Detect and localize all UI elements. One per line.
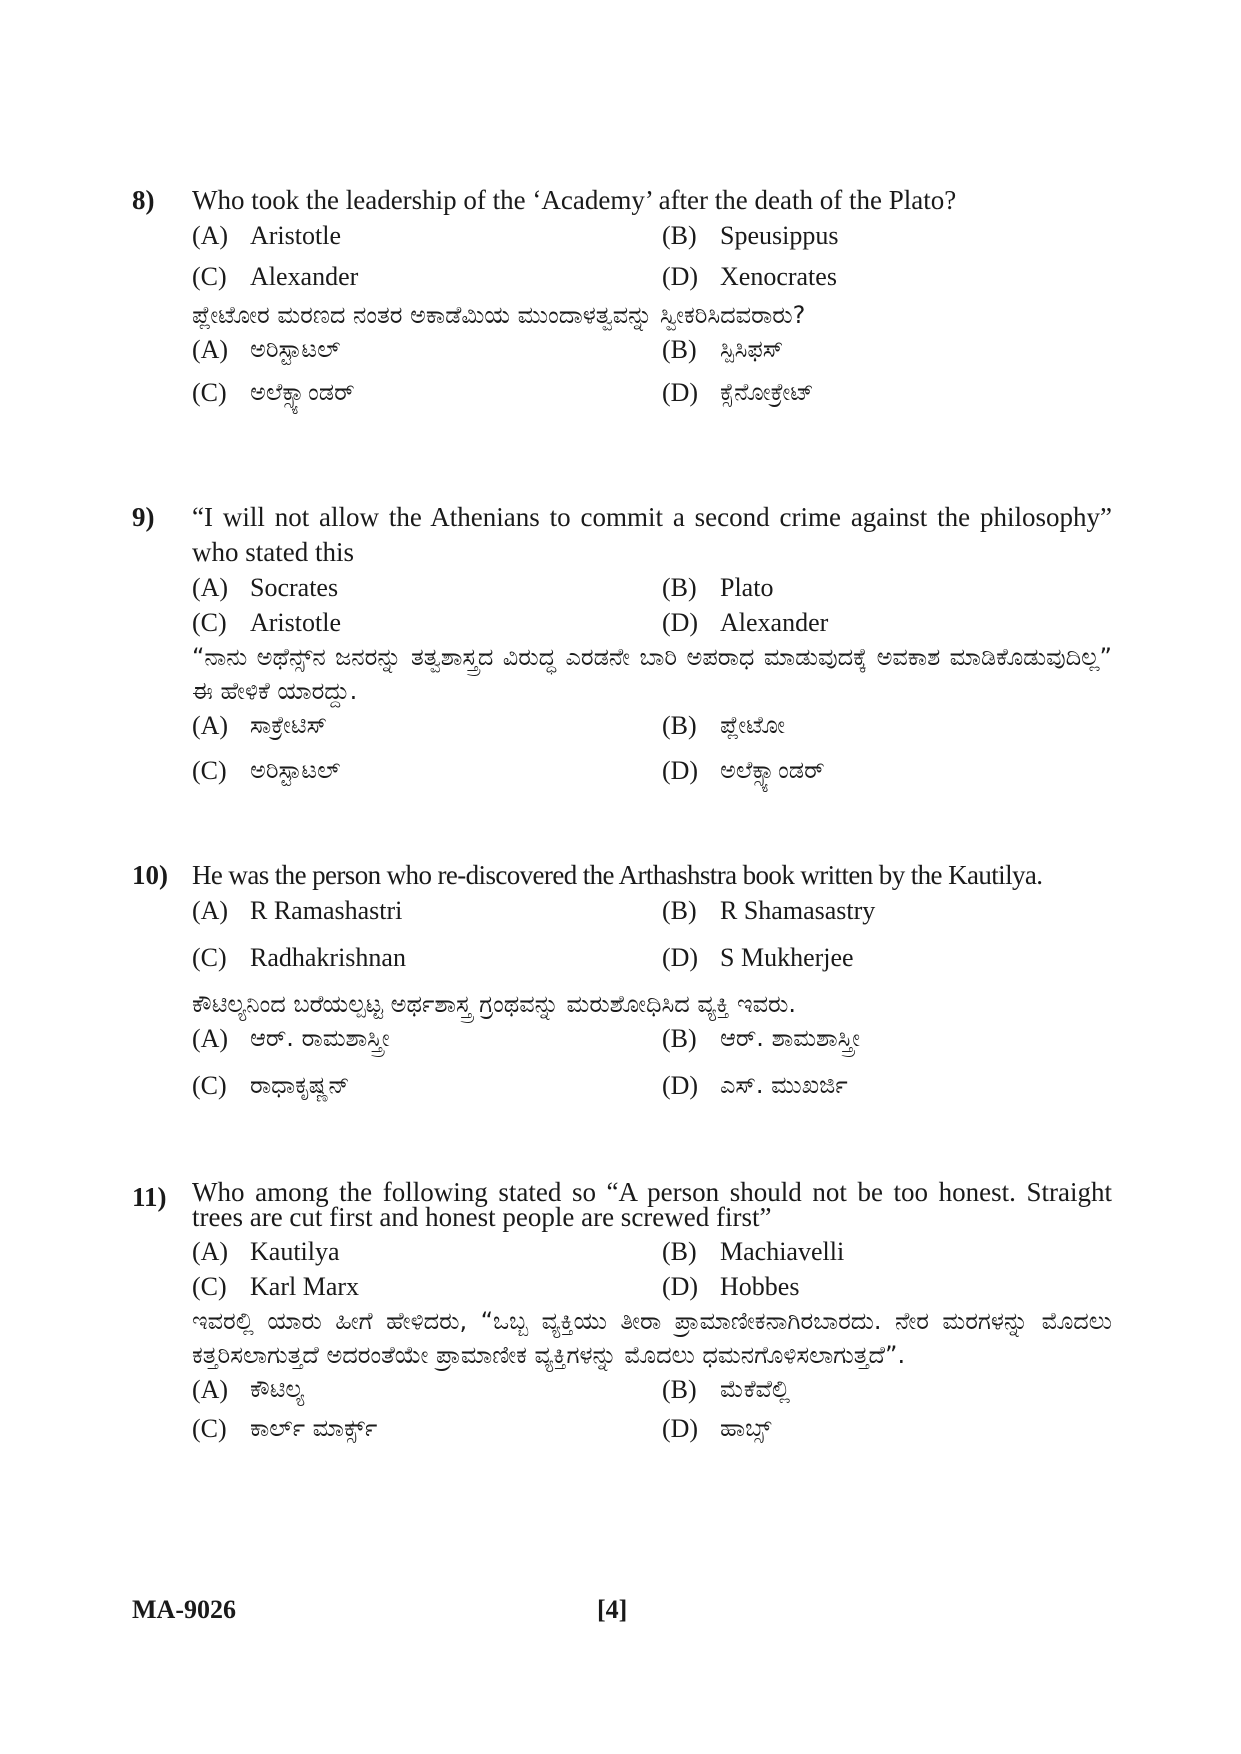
option-d	[662, 375, 1112, 410]
option-text: ಸ್ಪಿಸಿಫಸ್	[720, 335, 784, 363]
options-kn	[192, 708, 1112, 788]
options-kn	[192, 1372, 1112, 1446]
option-label: (D)	[662, 262, 699, 291]
question-text-en: Who took the leadership of the ‘Academy’ after the death of the Plato?	[192, 185, 957, 215]
options-en	[192, 218, 1112, 294]
option-text: Machiavelli	[720, 1237, 845, 1266]
option-label: (A)	[192, 1024, 229, 1053]
option-text: Aristotle	[250, 608, 341, 637]
option-text: ಅಲೆಕ್ಸ್ಯಾಂಡರ್	[720, 756, 825, 784]
question-text-kn: “ನಾನು ಅಥೆನ್ಸ್‌ನ ಜನರನ್ನು ತತ್ವಶಾಸ್ತ್ರದ ವಿರುದ್ಧ ಎರಡನೇ ಬಾರಿ ಅಪರಾಧ ಮಾಡುವುದಕ್ಕೆ ಅವಕಾಶ ಮಾಡಿಕೊಡುವುದಿಲ್ಲ” ಈ ಹೇಳಿಕೆ ಯಾರದ್ದು.	[192, 643, 1112, 705]
option-d	[662, 1068, 1112, 1103]
option-label: (D)	[662, 608, 699, 637]
options-en	[192, 570, 1112, 640]
option-d	[662, 1411, 1112, 1446]
option-label: (C)	[192, 1414, 227, 1443]
option-text: ಎಸ್. ಮುಖರ್ಜಿ	[720, 1071, 848, 1099]
option-text: R Shamasastry	[720, 896, 876, 925]
option-a	[192, 218, 662, 253]
question-text-kn: ಕೌಟಿಲ್ಯನಿಂದ ಬರೆಯಲ್ಪಟ್ಟ ಅರ್ಥಶಾಸ್ತ್ರ ಗ್ರಂಥವನ್ನು ಮರುಶೋಧಿಸಿದ ವ್ಯಕ್ತಿ ಇವರು.	[192, 990, 796, 1018]
option-b	[662, 893, 1112, 928]
question-text-en: Who among the following stated so “A person should not be too honest. Straight trees are cut first and honest people are screwed first”	[192, 1177, 1112, 1232]
option-label: (C)	[192, 756, 227, 785]
option-text: ಸಾಕ್ರೇಟಿಸ್	[250, 711, 328, 739]
paper-code: MA-9026	[132, 1595, 236, 1624]
option-a	[192, 332, 662, 367]
option-label: (B)	[662, 1375, 697, 1404]
option-label: (C)	[192, 262, 227, 291]
option-label: (B)	[662, 1237, 697, 1266]
option-b	[662, 218, 1112, 253]
question-11	[132, 1177, 1112, 1446]
option-label: (B)	[662, 335, 697, 364]
option-label: (A)	[192, 711, 229, 740]
option-label: (B)	[662, 1024, 697, 1053]
option-text: Kautilya	[250, 1237, 340, 1266]
option-text: R Ramashastri	[250, 896, 403, 925]
option-label: (A)	[192, 573, 229, 602]
option-c	[192, 259, 662, 294]
option-b	[662, 1021, 1112, 1056]
option-label: (A)	[192, 1375, 229, 1404]
option-label: (A)	[192, 335, 229, 364]
option-a	[192, 570, 662, 605]
option-label: (D)	[662, 1414, 699, 1443]
option-label: (D)	[662, 378, 699, 407]
option-c	[192, 1411, 662, 1446]
question-text-kn: ಇವರಲ್ಲಿ ಯಾರು ಹೀಗೆ ಹೇಳಿದರು, “ಒಬ್ಬ ವ್ಯಕ್ತಿಯು ತೀರಾ ಪ್ರಾಮಾಣೀಕನಾಗಿರಬಾರದು. ನೇರ ಮರಗಳನ್ನು ಮೊದಲು ಕತ್ತರಿಸಲಾಗುತ್ತದೆ ಅದರಂತೆಯೇ ಪ್ರಾಮಾಣೀಕ ವ್ಯಕ್ತಿಗಳನ್ನು ಮೊದಲು ಧಮನಗೊಳಿಸಲಾಗುತ್ತದೆ”.	[192, 1307, 1112, 1369]
options-en	[192, 1234, 1112, 1304]
option-text: Xenocrates	[720, 262, 837, 291]
option-text: S Mukherjee	[720, 943, 854, 972]
option-c	[192, 605, 662, 640]
options-kn	[192, 1021, 1112, 1103]
option-text: ಕ್ಸೆನೋಕ್ರೇಟ್	[720, 378, 814, 406]
option-text: ಅಲೆಕ್ಸ್ಯಾಂಡರ್	[250, 378, 355, 406]
option-a	[192, 1372, 662, 1407]
option-d	[662, 259, 1112, 294]
option-label: (A)	[192, 221, 229, 250]
question-number: 10)	[132, 860, 168, 890]
option-label: (B)	[662, 221, 697, 250]
option-d	[662, 940, 1112, 975]
option-label: (C)	[192, 1272, 227, 1301]
option-text: ಅರಿಸ್ಟಾಟಲ್	[250, 335, 341, 363]
option-label: (C)	[192, 943, 227, 972]
option-a	[192, 1021, 662, 1056]
option-text: ಮೆಕೆವೆಲ್ಲಿ	[720, 1375, 791, 1403]
option-a	[192, 893, 662, 928]
option-a	[192, 1234, 662, 1269]
option-d	[662, 753, 1112, 788]
option-text: Karl Marx	[250, 1272, 360, 1301]
option-label: (A)	[192, 896, 229, 925]
option-c	[192, 753, 662, 788]
option-label: (D)	[662, 1071, 699, 1100]
option-b	[662, 332, 1112, 367]
option-c	[192, 940, 662, 975]
question-number: 9)	[132, 502, 155, 532]
question-number: 11)	[132, 1182, 167, 1212]
option-text: ಪ್ಲೇಟೋ	[720, 711, 786, 739]
option-text: Alexander	[250, 262, 359, 291]
options-kn	[192, 332, 1112, 410]
option-b	[662, 1372, 1112, 1407]
question-text-kn: ಪ್ಲೇಟೋರ ಮರಣದ ನಂತರ ಅಕಾಡೆಮಿಯ ಮುಂದಾಳತ್ವವನ್ನು ಸ್ವೀಕರಿಸಿದವರಾರು?	[192, 301, 806, 329]
question-text-en: “I will not allow the Athenians to commit a second crime against the philosophy” who stated this	[192, 502, 1112, 567]
option-b	[662, 708, 1112, 743]
option-text: Alexander	[720, 608, 829, 637]
option-label: (D)	[662, 756, 699, 785]
option-a	[192, 708, 662, 743]
option-c	[192, 1269, 662, 1304]
option-text: ಕೌಟಿಲ್ಯ	[250, 1375, 305, 1403]
option-label: (B)	[662, 573, 697, 602]
option-text: Speusippus	[720, 221, 839, 250]
question-text-en: He was the person who re-discovered the Arthashstra book written by the Kautilya.	[192, 860, 1043, 890]
options-en	[192, 893, 1112, 975]
option-text: Plato	[720, 573, 774, 602]
question-8	[132, 183, 1112, 410]
option-text: ಅರಿಸ್ಟಾಟಲ್	[250, 756, 341, 784]
option-label: (D)	[662, 1272, 699, 1301]
option-text: ಹಾಬ್ಸ್	[720, 1414, 772, 1442]
option-text: ರಾಧಾಕೃಷ್ಣನ್	[250, 1071, 350, 1099]
question-9	[132, 500, 1112, 788]
option-d	[662, 1269, 1112, 1304]
option-label: (B)	[662, 896, 697, 925]
option-c	[192, 375, 662, 410]
option-label: (D)	[662, 943, 699, 972]
page-number: [4]	[597, 1595, 628, 1624]
option-text: Hobbes	[720, 1272, 800, 1301]
question-number: 8)	[132, 185, 155, 215]
option-label: (C)	[192, 608, 227, 637]
option-d	[662, 605, 1112, 640]
option-text: ಆರ್. ಶಾಮಶಾಸ್ತ್ರೀ	[720, 1024, 861, 1052]
option-b	[662, 1234, 1112, 1269]
option-text: Aristotle	[250, 221, 341, 250]
option-text: Radhakrishnan	[250, 943, 406, 972]
option-label: (A)	[192, 1237, 229, 1266]
option-text: ಆರ್. ರಾಮಶಾಸ್ತ್ರೀ	[250, 1024, 390, 1052]
option-label: (B)	[662, 711, 697, 740]
option-c	[192, 1068, 662, 1103]
option-text: Socrates	[250, 573, 339, 602]
question-10	[132, 858, 1112, 1103]
option-text: ಕಾರ್ಲ್ ಮಾರ್ಕ್ಸ್	[250, 1414, 378, 1442]
option-label: (C)	[192, 378, 227, 407]
option-b	[662, 570, 1112, 605]
option-label: (C)	[192, 1071, 227, 1100]
